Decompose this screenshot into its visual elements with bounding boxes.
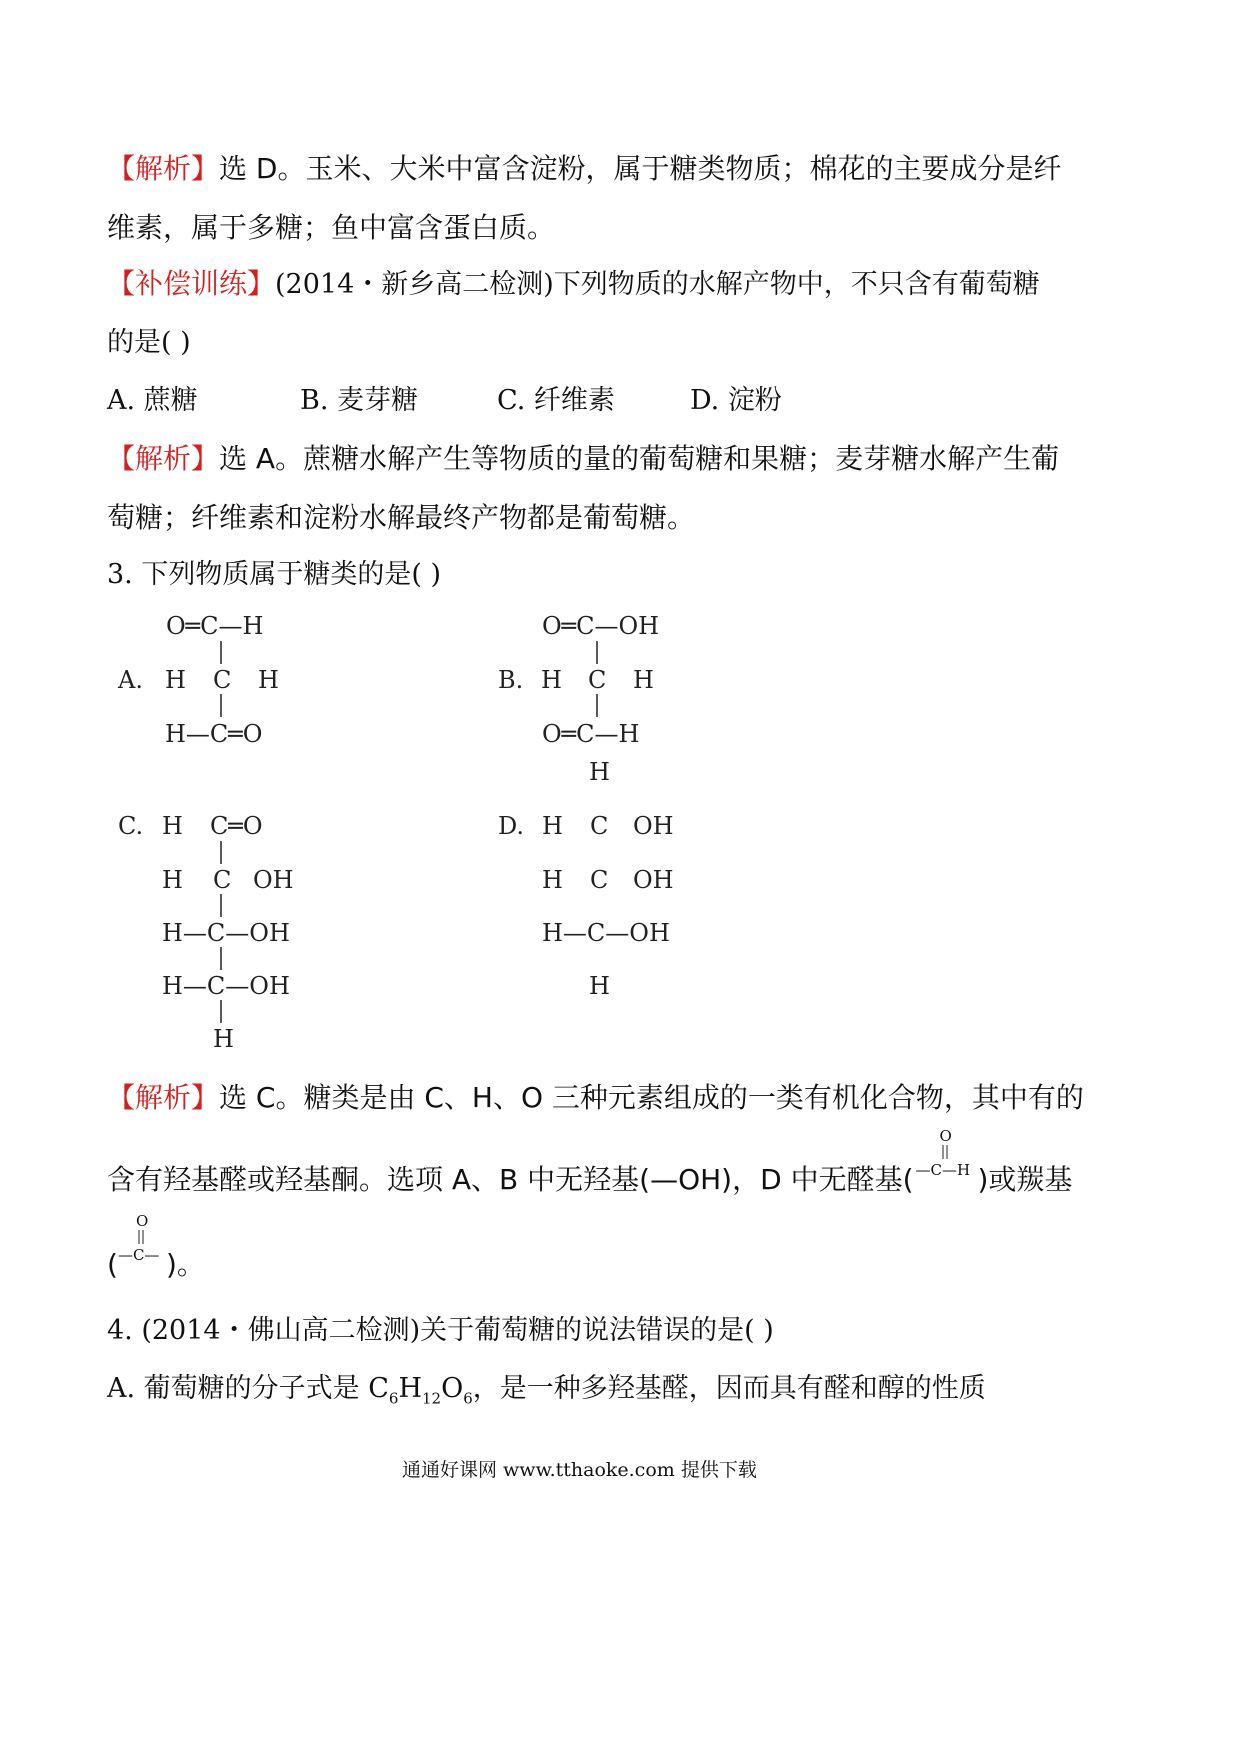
atom-h: H <box>542 812 563 840</box>
analysis-text: 选 C。糖类是由 C、H、O 三种元素组成的一类有机化合物，其中有的 <box>219 1081 1084 1114</box>
formula-row: O═C—H <box>542 720 640 748</box>
question-3-stem: 3. 下列物质属于糖类的是( ) <box>107 559 441 590</box>
atom-c: C <box>590 866 609 894</box>
analysis-text: )或羰基 <box>977 1163 1073 1196</box>
supplement-option-b: B. 麦芽糖 <box>300 385 419 416</box>
analysis-2-line-2: 萄糖；纤维素和淀粉水解最终产物都是葡萄糖。 <box>107 501 696 534</box>
structure-option-d <box>496 808 716 1008</box>
analysis-1-line-1 <box>107 147 1061 187</box>
option-label: C. <box>118 812 144 840</box>
option-text: A. 葡萄糖的分子式是 C <box>107 1373 389 1404</box>
atom-h: H <box>258 666 279 694</box>
supplement-option-a: A. 蔗糖 <box>107 385 198 416</box>
analysis-text: 选 A。蔗糖水解产生等物质的量的葡萄糖和果糖；麦芽糖水解产生葡 <box>219 442 1060 475</box>
aldehyde-group-formula <box>914 1127 978 1191</box>
formula-row: H—C—OH <box>162 972 290 1000</box>
option-label: B. <box>498 666 524 694</box>
structure-option-b <box>496 608 716 788</box>
subscript: 6 <box>388 1389 399 1408</box>
supplement-question: (2014・新乡高二检测)下列物质的水解产物中，不只含有葡萄糖 <box>275 269 1040 300</box>
atom-c: C <box>588 666 607 694</box>
formula-row: H—C—OH <box>542 919 670 947</box>
supplement-line-2: 的是( ) <box>107 327 191 358</box>
atom-c: C <box>213 866 232 894</box>
atom-h: H <box>589 972 610 1000</box>
aldehyde-chain: —C—H <box>915 1161 971 1179</box>
carbonyl-oxygen: O <box>135 1212 149 1230</box>
aldehyde-oxygen: O <box>939 1127 952 1145</box>
structure-option-c <box>116 808 336 1058</box>
question-4-option-a <box>107 1366 986 1407</box>
analysis-1-line-2: 维素，属于多糖；鱼中富含蛋白质。 <box>107 211 556 244</box>
element-symbol: O <box>441 1373 464 1404</box>
atom-h: H <box>542 866 563 894</box>
question-4-stem: 4. (2014・佛山高二检测)关于葡萄糖的说法错误的是( ) <box>107 1315 774 1346</box>
subscript: 12 <box>422 1389 442 1408</box>
analysis-text: 含有羟基醛或羟基酮。选项 A、B 中无羟基(—OH)，D 中无醛基( <box>107 1163 914 1196</box>
analysis-text: 选 D。玉米、大米中富含淀粉，属于糖类物质；棉花的主要成分是纤 <box>219 152 1062 185</box>
formula-row: H—C—OH <box>162 919 290 947</box>
structure-option-a <box>116 608 316 748</box>
analysis-3-line-2 <box>107 1127 1073 1198</box>
atom-h: H <box>541 666 562 694</box>
subscript: 6 <box>463 1389 473 1408</box>
analysis-3-line-1 <box>107 1076 1084 1116</box>
analysis-tag: 【解析】 <box>107 1081 220 1114</box>
atom-h: H <box>165 666 186 694</box>
atom-h: H <box>213 1025 234 1053</box>
carbonyl-chain: —C— <box>117 1246 160 1264</box>
element-symbol: H <box>398 1373 422 1404</box>
group-oh: OH <box>633 812 674 840</box>
page-footer: 通通好课网 www.tthaoke.com 提供下载 <box>402 1459 757 1481</box>
analysis-tag: 【解析】 <box>107 152 220 185</box>
group-oh: OH <box>253 866 294 894</box>
option-label: D. <box>498 812 525 840</box>
option-label: A. <box>118 666 143 694</box>
formula-row: O═C—OH <box>542 612 660 640</box>
group-oh: OH <box>633 866 674 894</box>
atom-c: C <box>213 666 232 694</box>
atom-c: C <box>590 812 609 840</box>
supplement-option-c: C. 纤维素 <box>497 385 615 416</box>
analysis-2-line-1 <box>107 437 1059 477</box>
atom-h: H <box>162 812 183 840</box>
formula-fragment: C═O <box>210 812 263 840</box>
supplement-option-d: D. 淀粉 <box>690 385 782 416</box>
atom-h: H <box>589 758 610 786</box>
atom-h: H <box>162 866 183 894</box>
analysis-text: ( <box>107 1248 118 1281</box>
carbonyl-group-formula <box>117 1212 166 1276</box>
option-text: ，是一种多羟基醛，因而具有醛和醇的性质 <box>472 1373 986 1404</box>
atom-h: H <box>633 666 654 694</box>
supplement-line-1 <box>107 262 1040 302</box>
formula-row: H—C═O <box>165 720 263 748</box>
formula-row: O═C—H <box>166 612 264 640</box>
analysis-text: )。 <box>165 1248 205 1281</box>
analysis-3-line-3 <box>107 1212 205 1283</box>
supplement-tag: 【补偿训练】 <box>107 267 276 300</box>
analysis-tag: 【解析】 <box>107 442 220 475</box>
